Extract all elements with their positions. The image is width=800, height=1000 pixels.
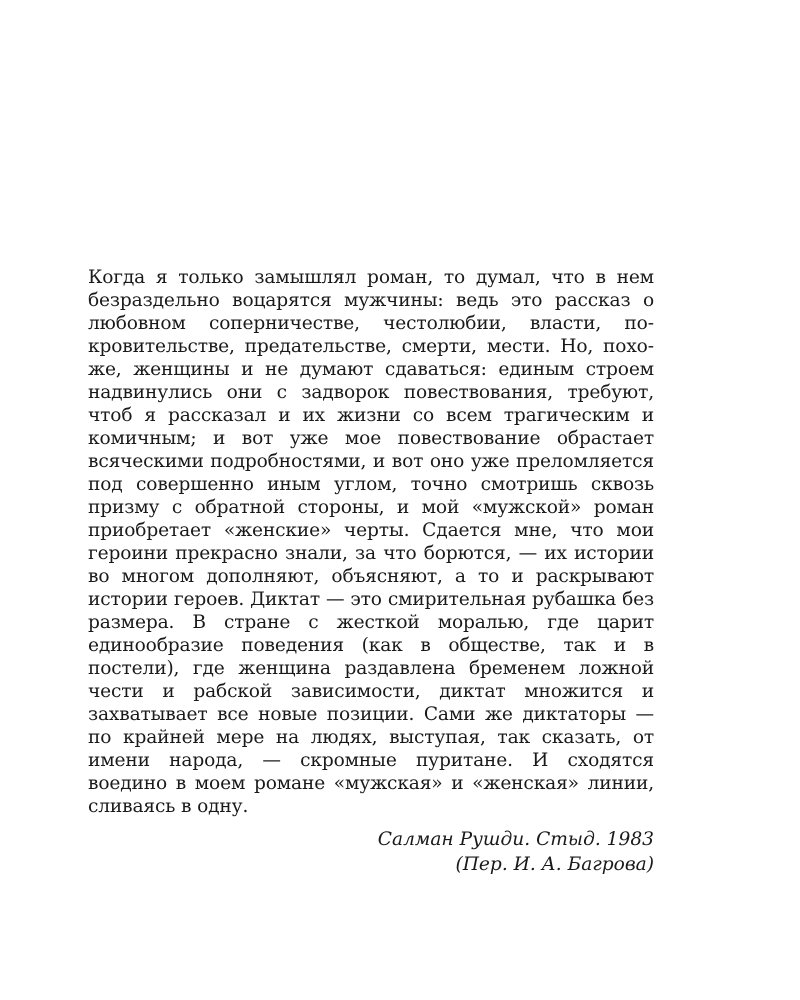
epigraph-text: Когда я только замышлял роман, то думал, что в нем безраздельно воцарятся мужчины: ведь это рассказ о любовном соперничестве, честолюбии, власти, покровительстве, предательстве, смерти, мести. Но, похоже, женщины и не думают сдаваться: единым строем надвинулись они с задворок повествования, требуют, чтоб я рассказал и их жизни со всем трагическим и комичным; и вот уже мое повествование обрастает всяческими подробностями, и вот оно уже преломляется под совершенно иным углом, точно смотришь сквозь призму с обратной стороны, и мой «мужской» роман приобретает «женские» черты. Сдается мне, что мои героини прекрасно знали, за что борются, — их истории во многом дополняют, объясняют, а то и раскрывают истории героев. Диктат — это смирительная рубашка без размера. В стране с жесткой моралью, где царит единообразие поведения (как в обществе, так и в постели), где женщина раздавлена бременем ложной чести и рабской зависимости, диктат множится и захватывает все новые позиции. Сами же диктаторы — по крайней мере на людях, выступая, так сказать, от имени народа, — скромные пуритане. И сходятся воедино в моем романе «мужская» и «женская» линии, сливаясь в одну. (88, 267, 654, 817)
epigraph-translator: (Пер. И. А. Багрова) (455, 854, 654, 875)
epigraph-attribution (88, 827, 654, 877)
epigraph (88, 266, 654, 877)
epigraph-source: Салман Рушди. Стыд. 1983 (377, 829, 654, 850)
